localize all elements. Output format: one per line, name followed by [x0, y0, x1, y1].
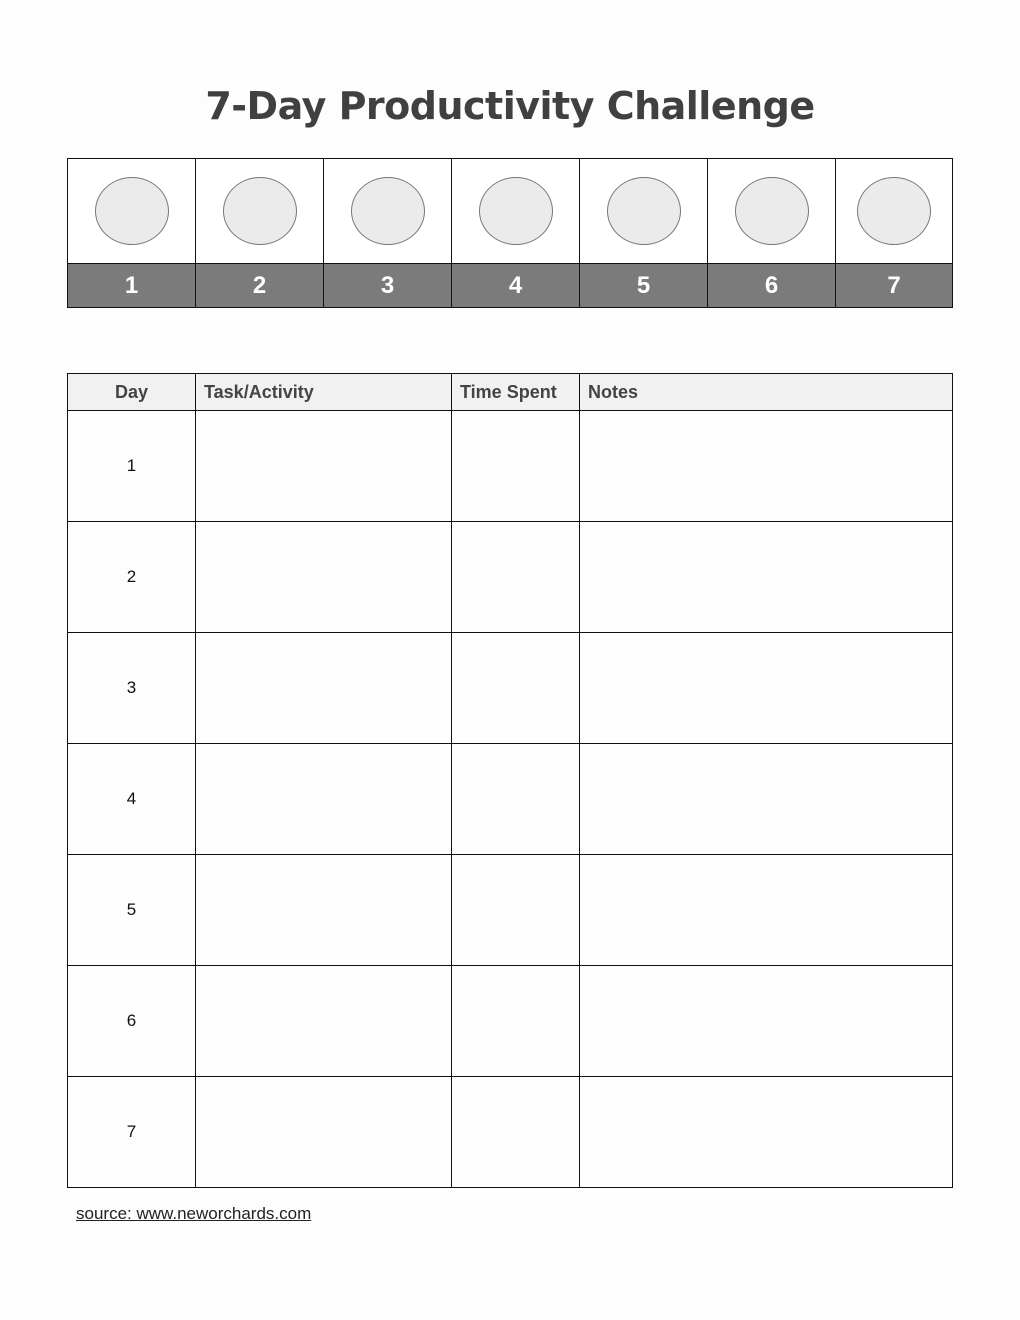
task-cell[interactable] [196, 1077, 452, 1188]
tracker-day-label: 2 [196, 264, 324, 308]
tracker-cell-1 [68, 159, 196, 264]
checkbox-circle-icon[interactable] [479, 177, 553, 245]
time-cell[interactable] [452, 744, 580, 855]
header-time: Time Spent [452, 374, 580, 411]
table-row [68, 855, 953, 966]
checkbox-circle-icon[interactable] [223, 177, 297, 245]
time-cell[interactable] [452, 855, 580, 966]
time-cell[interactable] [452, 411, 580, 522]
tracker-cell-4 [452, 159, 580, 264]
notes-cell[interactable] [580, 966, 953, 1077]
task-cell[interactable] [196, 522, 452, 633]
table-row [68, 1077, 953, 1188]
tracker-day-label: 5 [580, 264, 708, 308]
day-cell: 7 [68, 1077, 196, 1188]
table-row [68, 966, 953, 1077]
checkbox-circle-icon[interactable] [735, 177, 809, 245]
header-task: Task/Activity [196, 374, 452, 411]
activity-log-table [67, 373, 953, 1188]
notes-cell[interactable] [580, 522, 953, 633]
notes-cell[interactable] [580, 633, 953, 744]
checkbox-circle-icon[interactable] [351, 177, 425, 245]
task-cell[interactable] [196, 411, 452, 522]
header-day: Day [68, 374, 196, 411]
table-row [68, 744, 953, 855]
time-cell[interactable] [452, 966, 580, 1077]
table-row [68, 411, 953, 522]
time-cell[interactable] [452, 633, 580, 744]
tracker-day-label: 4 [452, 264, 580, 308]
task-cell[interactable] [196, 744, 452, 855]
tracker-day-label: 7 [836, 264, 953, 308]
tracker-cell-6 [708, 159, 836, 264]
day-cell: 6 [68, 966, 196, 1077]
day-cell: 4 [68, 744, 196, 855]
checkbox-circle-icon[interactable] [607, 177, 681, 245]
day-tracker [67, 158, 953, 308]
table-row [68, 522, 953, 633]
tracker-cell-5 [580, 159, 708, 264]
task-cell[interactable] [196, 633, 452, 744]
task-cell[interactable] [196, 966, 452, 1077]
day-cell: 5 [68, 855, 196, 966]
tracker-cell-7 [836, 159, 953, 264]
header-notes: Notes [580, 374, 953, 411]
checkbox-circle-icon[interactable] [857, 177, 931, 245]
notes-cell[interactable] [580, 855, 953, 966]
task-cell[interactable] [196, 855, 452, 966]
day-cell: 1 [68, 411, 196, 522]
notes-cell[interactable] [580, 744, 953, 855]
checkbox-circle-icon[interactable] [95, 177, 169, 245]
tracker-label-row [68, 264, 953, 308]
tracker-cell-3 [324, 159, 452, 264]
day-cell: 2 [68, 522, 196, 633]
tracker-cell-2 [196, 159, 324, 264]
table-row [68, 633, 953, 744]
time-cell[interactable] [452, 522, 580, 633]
page-title: 7-Day Productivity Challenge [205, 84, 815, 128]
notes-cell[interactable] [580, 1077, 953, 1188]
tracker-day-label: 3 [324, 264, 452, 308]
tracker-circle-row [68, 159, 953, 264]
table-header-row [68, 374, 953, 411]
day-cell: 3 [68, 633, 196, 744]
tracker-day-label: 1 [68, 264, 196, 308]
time-cell[interactable] [452, 1077, 580, 1188]
source-link[interactable]: source: www.neworchards.com [76, 1204, 312, 1223]
tracker-day-label: 6 [708, 264, 836, 308]
notes-cell[interactable] [580, 411, 953, 522]
